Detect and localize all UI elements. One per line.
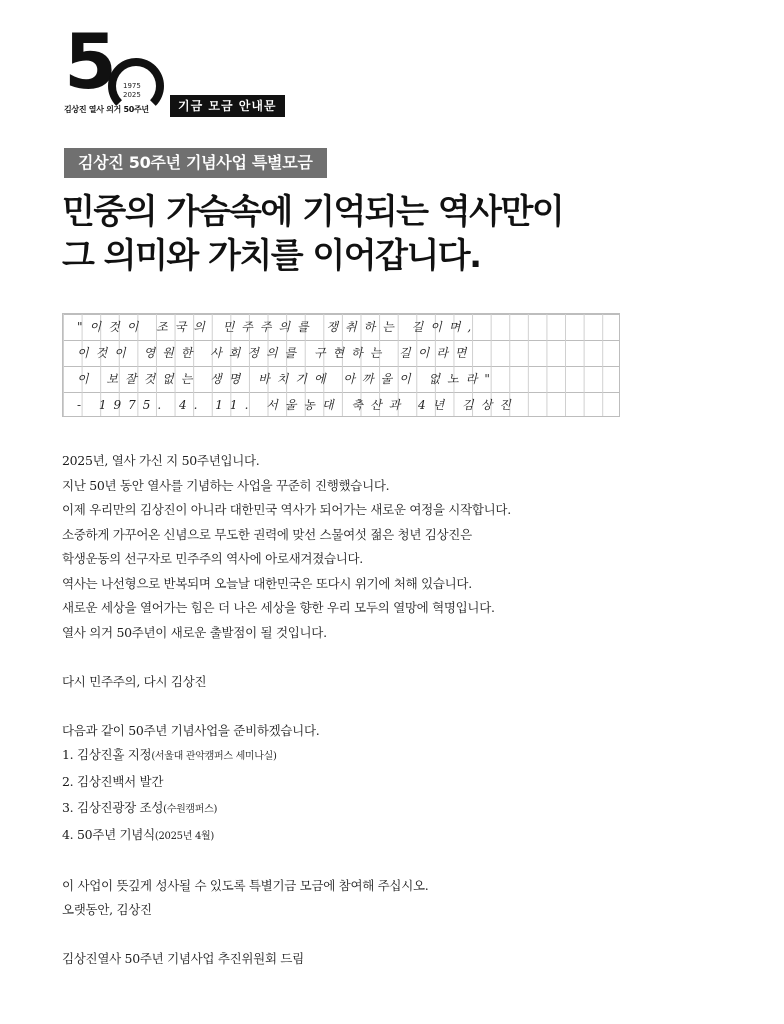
logo-number: 5: [64, 17, 113, 106]
projects-intro: 다음과 같이 50주년 기념사업을 준비하겠습니다.: [62, 722, 320, 738]
headline-line-2: 그 의미와 가치를 이어갑니다.: [62, 236, 481, 276]
project-note: (서울대 관악캠퍼스 세미나실): [151, 751, 277, 762]
body-line: 역사는 나선형으로 반복되며 오늘날 대한민국은 또다시 위기에 처해 있습니다.: [62, 575, 472, 591]
body-line: 새로운 세상을 열어가는 힘은 더 나은 세상을 향한 우리 모두의 열망에 혁명입니다.: [62, 600, 495, 615]
letter-body: [62, 449, 742, 972]
body-line: 2025년, 열사 가신 지 50주년입니다.: [62, 453, 260, 468]
project-note: (2025년 4월): [154, 830, 214, 842]
project-label: 3. 김상진광장 조성: [62, 800, 164, 815]
project-label: 1. 김상진홀 지정: [62, 747, 152, 762]
project-item: [62, 770, 742, 797]
manuscript-line-2: 이것이 영원한 사회정의를 구현하는 길이라면: [77, 346, 474, 360]
body-line: 열사 의거 50주년이 새로운 출발점이 될 것입니다.: [62, 624, 327, 640]
project-item: [62, 796, 742, 823]
closing-line: 오랫동안, 김상진: [62, 902, 152, 917]
headline-line-1: 민중의 가슴속에 기억되는 역사만이: [62, 192, 564, 232]
closing-line: 이 사업이 뜻깊게 성사될 수 있도록 특별기금 모금에 참여해 주십시오.: [62, 877, 429, 893]
project-note: (수원캠퍼스): [163, 804, 218, 815]
logo-year-start: 1975: [123, 82, 141, 90]
headline: [62, 190, 563, 278]
logo-year-end: 2025: [123, 91, 141, 99]
logo-caption: 김상진 열사 의거 50주년: [64, 105, 149, 114]
project-item: [62, 743, 742, 770]
body-line: 지난 50년 동안 열사를 기념하는 사업을 꾸준히 진행했습니다.: [62, 477, 390, 493]
body-line: 학생운동의 선구자로 민주주의 역사에 아로새겨졌습니다.: [62, 551, 363, 566]
campaign-banner: 김상진 50주년 기념사업 특별모금: [64, 148, 327, 178]
manuscript-quote: [62, 313, 620, 417]
notice-badge: 기금 모금 안내문: [170, 95, 285, 117]
logo-years: [123, 82, 141, 100]
project-label: 4. 50주년 기념식: [62, 826, 155, 842]
body-line: 이제 우리만의 김상진이 아니라 대한민국 역사가 되어가는 새로운 여정을 시작합니다.: [62, 502, 511, 517]
manuscript-line-1: "이것이 조국의 민주주의를 쟁취하는 길이며,: [77, 320, 479, 334]
anniversary-logo: [64, 17, 174, 120]
project-item: [62, 823, 742, 850]
body-line: 소중하게 가꾸어온 신념으로 무도한 권력에 맞선 스물여섯 젊은 청년 김상진은: [62, 526, 472, 542]
signature: 김상진열사 50주년 기념사업 추진위원회 드림: [62, 951, 304, 966]
manuscript-line-4: - 1975. 4. 11. 서울농대 축산과 4년 김상진: [77, 398, 518, 412]
slogan: 다시 민주주의, 다시 김상진: [62, 673, 207, 689]
project-label: 2. 김상진백서 발간: [62, 773, 164, 789]
manuscript-line-3: 이 보잘것없는 생명 바치기에 아까울이 없노라": [77, 372, 497, 386]
